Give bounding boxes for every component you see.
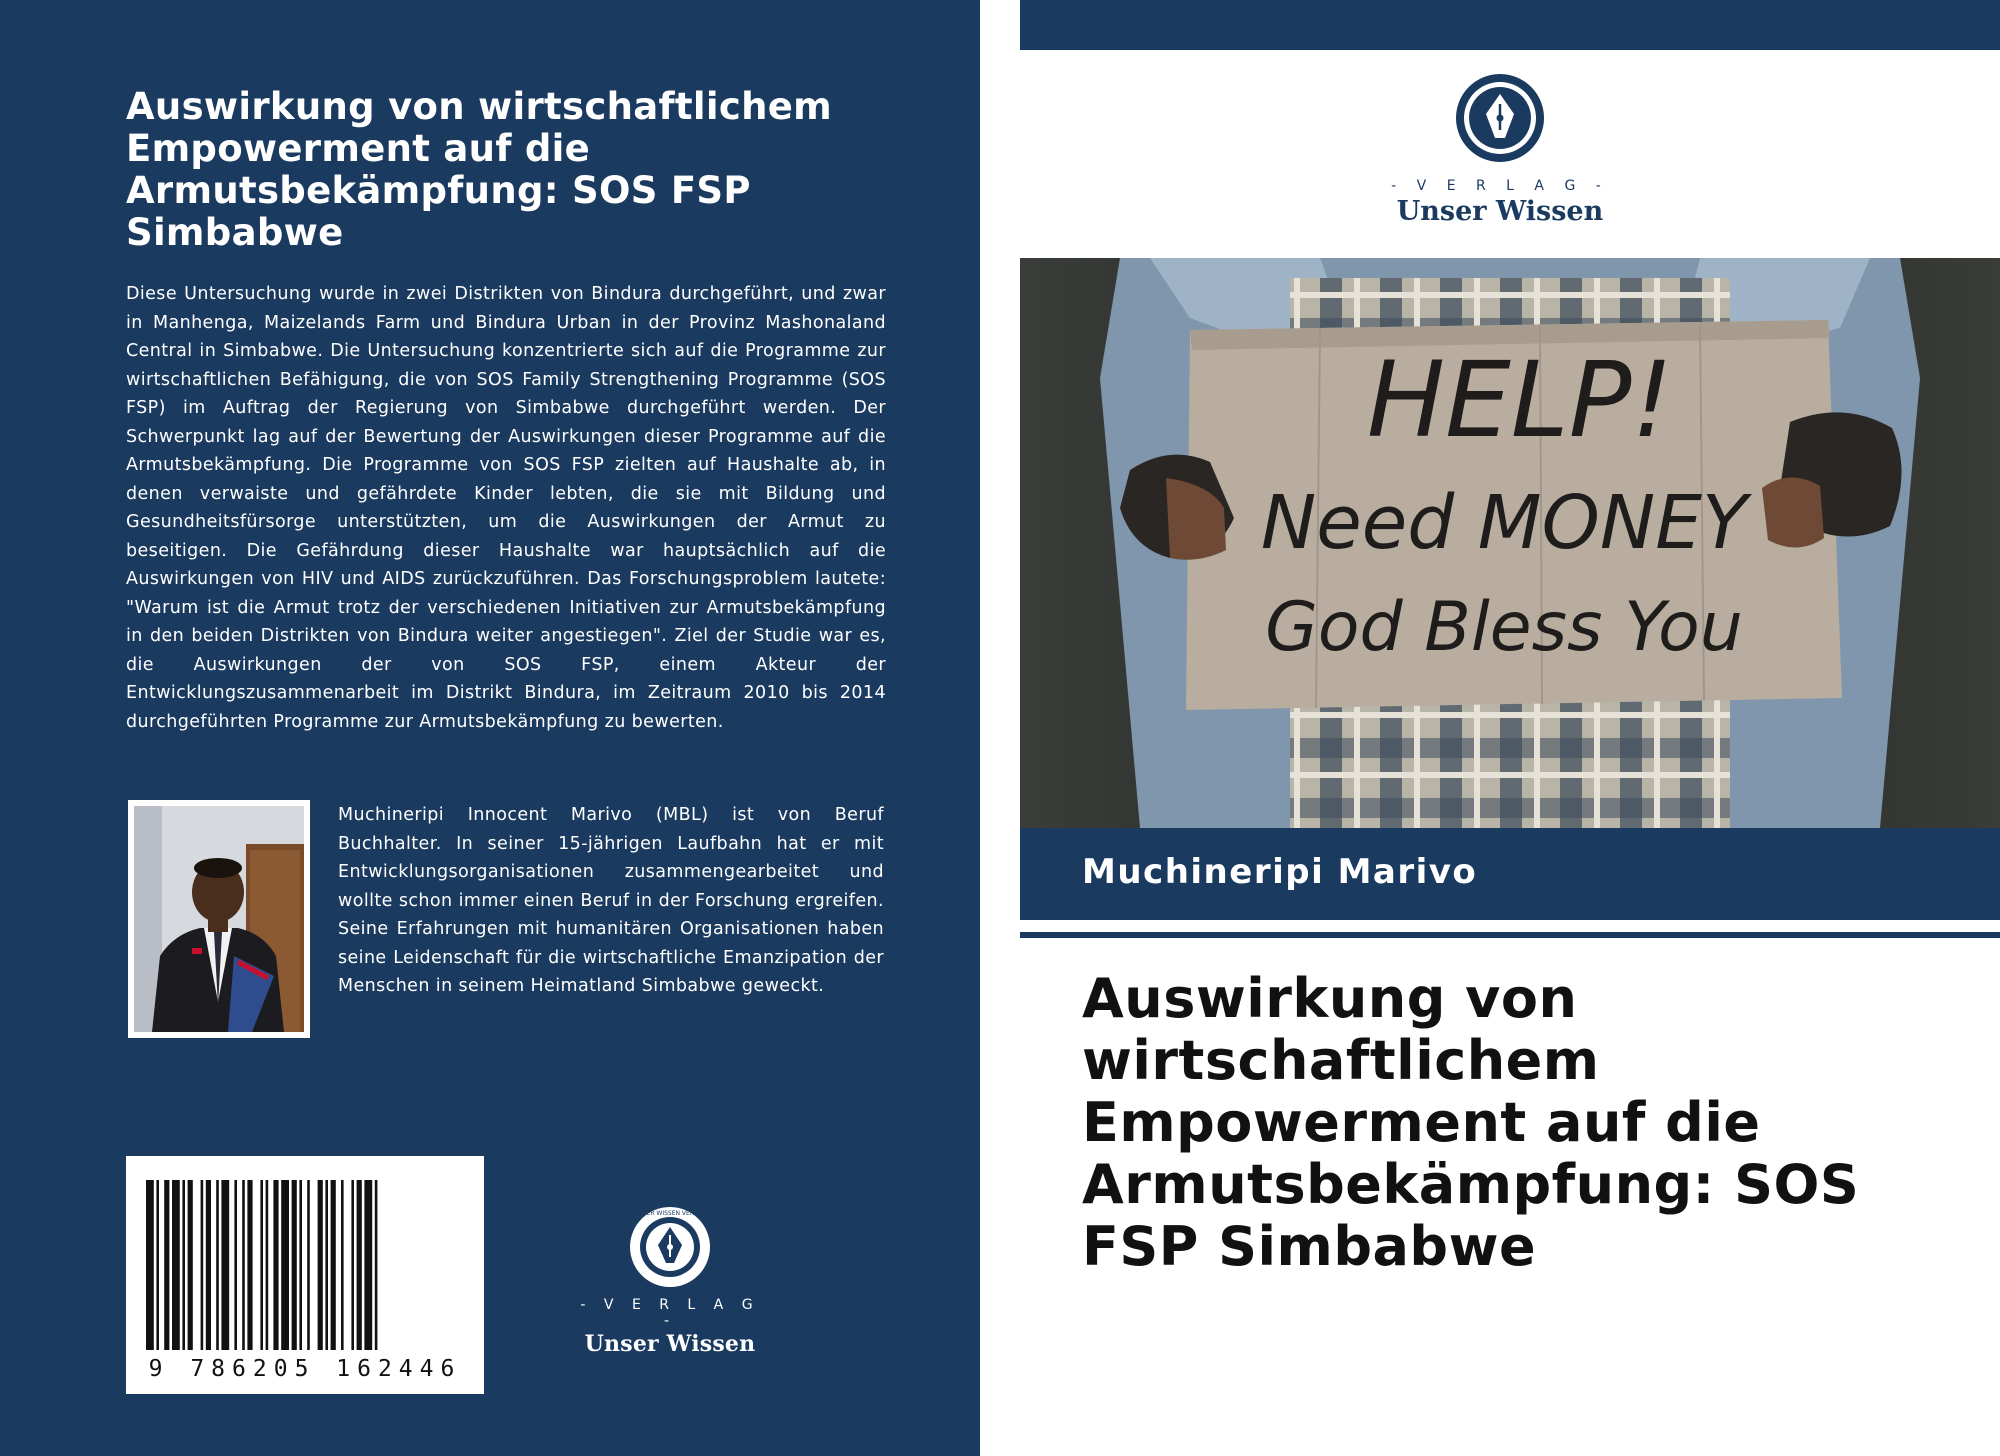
- pen-nib-logo-icon: [1454, 72, 1546, 164]
- pen-nib-logo-icon: [628, 1205, 712, 1289]
- logo-seal-text: UNSER WISSEN VERLAG: [633, 1210, 707, 1217]
- barcode-bar: [364, 1180, 372, 1350]
- barcode-bar: [234, 1180, 237, 1350]
- front-publisher-name: Unser Wissen: [1396, 196, 1604, 227]
- back-verlag-label: - V E R L A G -: [580, 1297, 760, 1329]
- isbn-barcode: [126, 1156, 484, 1394]
- sign-text-need-money: Need MONEY: [1260, 480, 1748, 566]
- back-cover: [0, 0, 980, 1456]
- barcode-bar: [325, 1180, 328, 1350]
- front-cover-title: Auswirkung von wirtschaftlichem Empowerment auf die Armutsbekämpfung: SOS FSP Simbabwe: [1082, 967, 1860, 1278]
- back-cover-blurb: Diese Untersuchung wurde in zwei Distrikten von Bindura durchgeführt, und zwar in Manhenga, Maizelands Farm und Bindura Urban in der Provinz Mashonaland Central in Simbabwe. Die Untersuchung konzentrierte sich auf die Programme zur wirtschaftlichen Befähigung, die von SOS Family Strengthening Programme (SOS FSP) im Auftrag der Regierung von Simbabwe durchgeführt werden. Der Schwerpunkt lag auf der Bewertung der Auswirkungen dieser Programme auf die Armutsbekämpfung. Die Programme von SOS FSP zielten auf Haushalte ab, in denen verwaiste und gefährdete Kinder lebten, die sie mit Bildung und Gesundheitsfürsorge unterstützten, um die Auswirkungen der Armut zu beseitigen. Die Gefährdung dieser Haushalte war hauptsächlich auf die Auswirkungen von HIV und AIDS zurückzuführen. Das Forschungsproblem lautete: "Warum ist die Armut trotz der verschiedenen Initiativen zur Armutsbekämpfung in den beiden Distrikten von Bindura weiter angestiegen". Ziel der Studie war es, die Auswirkungen der von SOS FSP, einem Akteur der Entwicklungszusammenarbeit im Distrikt Bindura, im Zeitraum 2010 bis 2014 durchgeführten Programme zur Armutsbekämpfung zu bewerten.: [126, 284, 886, 732]
- barcode-bar: [281, 1180, 289, 1350]
- barcode-bar: [341, 1180, 344, 1350]
- barcode-bar: [260, 1180, 263, 1350]
- barcode-bar: [172, 1180, 180, 1350]
- author-photo: [128, 800, 310, 1038]
- isbn-number: 9 786205 162446: [148, 1356, 462, 1382]
- barcode-bar: [188, 1180, 193, 1350]
- barcode-bar: [221, 1180, 229, 1350]
- sign-text-god-bless: God Bless You: [1265, 588, 1743, 667]
- barcode-bar: [273, 1180, 278, 1350]
- title-rule: [1020, 932, 2000, 938]
- front-top-bar: [1020, 0, 2000, 50]
- barcode-bar: [292, 1180, 297, 1350]
- sign-text-help: HELP!: [1366, 339, 1674, 461]
- barcode-bar: [318, 1180, 323, 1350]
- barcode-bar: [307, 1180, 310, 1350]
- barcode-bar: [216, 1180, 219, 1350]
- front-verlag-label: - V E R L A G -: [1391, 178, 1609, 194]
- barcode-bar: [242, 1180, 245, 1350]
- barcode-bar: [164, 1180, 169, 1350]
- author-bio: Muchineripi Innocent Marivo (MBL) ist von Beruf Buchhalter. In seiner 15-jährigen Laufbahn hat er mit Entwicklungsorganisationen zusammengearbeitet und wollte schon immer einen Beruf in der Forschung ergreifen. Seine Erfahrungen mit humanitären Organisationen haben seine Leidenschaft für die wirtschaftliche Emanzipation der Menschen in seinem Heimatland Simbabwe geweckt.: [338, 805, 884, 996]
- barcode-bar: [331, 1180, 336, 1350]
- front-publisher-logo: [1390, 72, 1610, 227]
- barcode-bar: [206, 1180, 211, 1350]
- cover-photo: [1020, 258, 2000, 828]
- barcode-bar: [156, 1180, 159, 1350]
- author-band: [1020, 828, 2000, 920]
- barcode-bar: [182, 1180, 185, 1350]
- barcode-bar: [299, 1180, 302, 1350]
- back-publisher-name: Unser Wissen: [584, 1331, 756, 1357]
- barcode-bars: [146, 1180, 464, 1350]
- barcode-bar: [357, 1180, 362, 1350]
- barcode-bar: [247, 1180, 252, 1350]
- barcode-bar: [266, 1180, 269, 1350]
- barcode-bar: [146, 1180, 154, 1350]
- barcode-bar: [201, 1180, 204, 1350]
- back-publisher-logo: [575, 1205, 765, 1357]
- front-author-name: Muchineripi Marivo: [1082, 852, 1478, 892]
- barcode-bar: [375, 1180, 378, 1350]
- back-cover-title: Auswirkung von wirtschaftlichem Empowerment auf die Armutsbekämpfung: SOS FSP Simbabwe: [126, 85, 832, 254]
- barcode-bar: [351, 1180, 354, 1350]
